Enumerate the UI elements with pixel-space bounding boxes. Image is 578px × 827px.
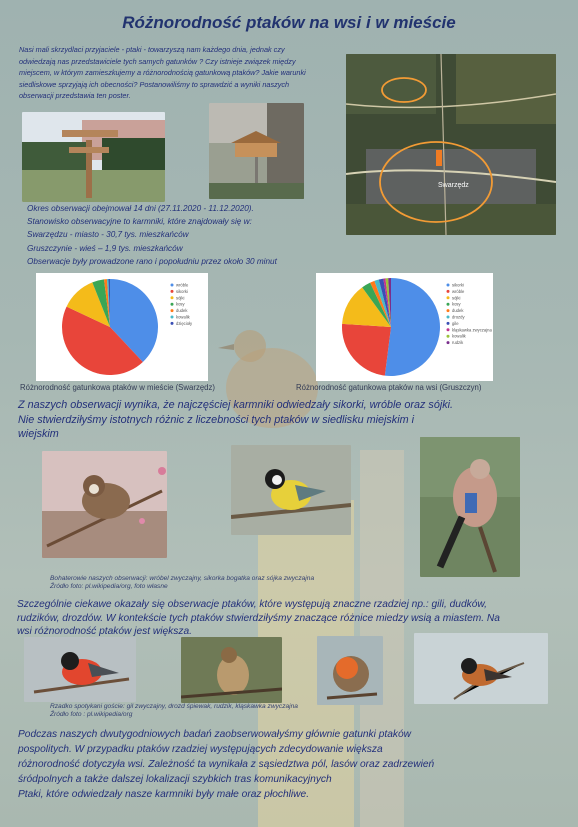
conclusion-line: śródpolnych a także dalszej lokalizacji szybkich tras komunikacyjnych [18,774,332,785]
legend-label: sójki [452,295,461,301]
jay-photo [420,437,520,577]
observation-line: Gruszczynie - wieś – 1,9 tys. mieszkańców [27,243,183,253]
findings-line: Z naszych obserwacji wynika, że najczęściej karmniki odwiedzały sikorki, wróble oraz sójki. [18,399,454,411]
caption-common-birds [50,575,314,592]
intro-line: Nasi mali skrzydlaci przyjaciele - ptaki - towarzyszą nam każdego dnia, jednak czy [19,45,285,54]
pie-slice [385,278,440,376]
legend-label: sikorki [452,282,464,288]
caption-line: Rzadko spotykani goście: gil zwyczajny, drozd śpiewak, rudzik, kląskawka zwyczajna [50,703,298,710]
rare-line: rudzików, drozdów. W kontekście tych ptaków stwierdziłyśmy znaczące różnice miedzy wsią a miastem. Na [17,612,500,624]
legend-swatch [171,309,174,312]
pie-chart-village-svg [316,273,493,381]
legend-label: kosy [452,301,461,307]
feeder-photo-house [209,103,304,199]
legend-swatch [171,284,174,287]
legend-swatch [447,303,450,306]
robin-photo [317,636,383,705]
legend-label: drozdy [452,314,465,320]
conclusion-line: Podczas naszych dwutygodniowych badań zaobserwowałyśmy głównie gatunki ptaków [18,729,411,740]
legend-swatch [171,290,174,293]
song-thrush-photo [181,637,282,703]
legend-label: kosy [176,301,185,307]
legend-label: gile [452,320,459,326]
conclusion-text [18,727,568,802]
legend-swatch [447,335,450,338]
findings-text [18,398,563,442]
map-label: Swarzędz [438,182,469,189]
legend-swatch [447,296,450,299]
observation-line: Stanowisko obserwacyjne to karmniki, które znajdowały się w: [27,217,252,227]
legend-swatch [171,316,174,319]
legend-swatch [447,341,450,344]
rare-line: Szczególnie ciekawe okazały się obserwacje ptaków, które występują znaczne rzadziej np.: gili, dudków, [17,599,488,610]
pie-slice [342,324,391,376]
legend-label: wróble [176,282,189,288]
observation-line: Okres obserwacji obejmował 14 dni (27.11.2020 - 11.12.2020). [27,204,254,213]
legend-label: sikorki [176,288,188,294]
caption-rare-birds [50,703,298,720]
legend-swatch [447,309,450,312]
legend-label: kląskawka zwyczajna [452,327,492,333]
findings-line: wiejskim [18,428,59,441]
conclusion-line: Ptaki, które odwiedzały nasze karmniki były małe oraz płochliwe. [18,789,310,800]
stonechat-photo [414,633,548,704]
bullfinch-photo [24,637,136,702]
observation-line: Swarzędzu - miasto - 30,7 tys. mieszkańców [27,230,189,240]
legend-swatch [447,322,450,325]
pie-chart-village [316,273,493,381]
observation-text [27,202,357,268]
chart-city-caption: Różnorodność gatunkowa ptaków w mieście (Swarzędz) [20,383,216,392]
legend-label: sójki [176,295,185,301]
intro-line: siedliskowe sprzyjają ich obecności? Postanowiliśmy to sprawdzić a wyniki naszych [19,79,290,89]
legend-swatch [447,316,450,319]
conclusion-line: pospolitych. W przypadku ptaków rzadziej występujących zdecydowanie większa [18,744,383,755]
legend-swatch [171,322,174,325]
legend-swatch [171,296,174,299]
intro-line: odwiedzają nas przedstawiciele tych samych gatunków ? Czy istnieje związek między [19,56,296,66]
intro-line: obserwacji przedstawia ten poster. [19,91,131,101]
caption-line: Źródło foto : pl.wikipedia/org [50,711,133,719]
conclusion-line: różnorodność dotyczyła wsi. Zależność ta wynikała z sąsiedztwa pól, lasów oraz zadrzewień [18,759,435,770]
caption-line: Bohaterowie naszych obserwacji: wróbel zwyczajny, sikorka bogatka oraz sójka zwyczajna [50,575,315,582]
chart-village-caption: Różnorodność gatunkowa ptaków na wsi (Gruszczyn) [296,383,482,392]
findings-line: Nie stwierdziłyśmy istotnych różnic z liczebności tych ptaków w siedlisku miejskim i [18,413,414,426]
legend-label: wróble [452,288,465,294]
observation-line: Obserwacje były prowadzone rano i popołudniu przez około 30 minut [27,256,277,266]
aerial-map [346,54,556,235]
pie-chart-city [36,273,208,381]
legend-label: kowalik [176,314,190,320]
legend-label: dudek [176,308,188,314]
legend-swatch [447,328,450,331]
legend-label: dzięcioły [176,320,193,326]
feeder-photo-garden [22,112,165,202]
pie-chart-city-svg [36,273,208,381]
intro-line: miejscem, w którym zamieszkujemy a różnorodnością gatunkową ptaków? Jakie warunki [19,68,306,78]
legend-label: kowalik [452,333,466,339]
legend-swatch [171,303,174,306]
legend-swatch [447,284,450,287]
legend-label: rudzik [452,340,464,346]
sparrow-photo [42,451,167,558]
poster-title: Różnorodność ptaków na wsi i w mieście [122,13,456,32]
great-tit-photo [231,445,351,535]
legend-swatch [447,290,450,293]
intro-text [19,44,349,102]
caption-line: Źródło foto: pl.wikipedia/org, foto własne [50,583,168,591]
rare-line: wsi różnorodność ptaków jest większa. [17,626,192,638]
legend-label: dudek [452,308,464,314]
